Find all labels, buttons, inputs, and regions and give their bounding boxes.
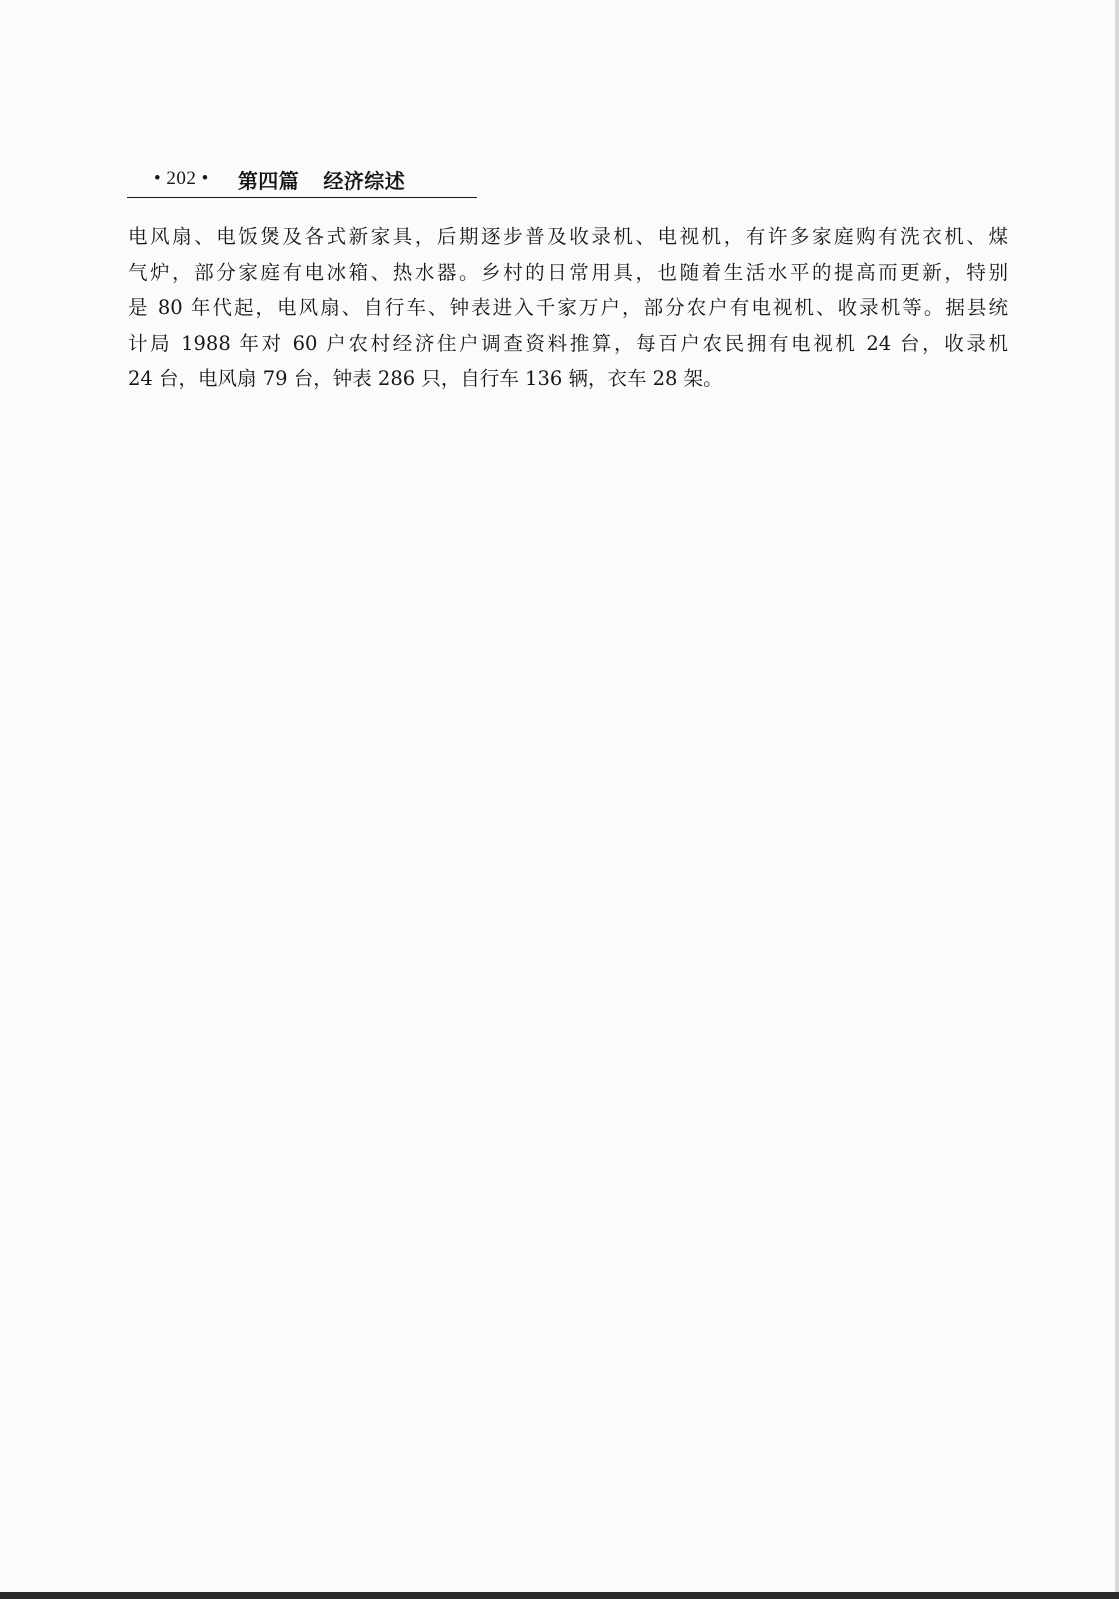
section-title: 经济综述 [323, 168, 406, 193]
body-line: 是 80 年代起，电风扇、自行车、钟表进入千家万户，部分农户有电视机、收录机等。据县统 [128, 296, 1008, 319]
body-line: 电风扇、电饭煲及各式新家具，后期逐步普及收录机、电视机，有许多家庭购有洗衣机、煤 [128, 225, 1008, 248]
scan-right-edge [1115, 0, 1119, 1599]
part-title: 第四篇 [237, 168, 300, 193]
running-header [127, 161, 477, 198]
body-paragraph [128, 219, 1008, 397]
body-line: 计局 1988 年对 60 户农村经济住户调查资料推算，每百户农民拥有电视机 24 台，收录机 [128, 331, 1008, 355]
page-number: • 202 • [154, 168, 209, 189]
body-line: 气炉，部分家庭有电冰箱、热水器。乡村的日常用具，也随着生活水平的提高而更新，特别 [128, 260, 1008, 284]
body-line: 24 台，电风扇 79 台，钟表 286 只，自行车 136 辆，衣车 28 架。 [128, 367, 723, 390]
scan-bottom-edge [0, 1592, 1119, 1599]
